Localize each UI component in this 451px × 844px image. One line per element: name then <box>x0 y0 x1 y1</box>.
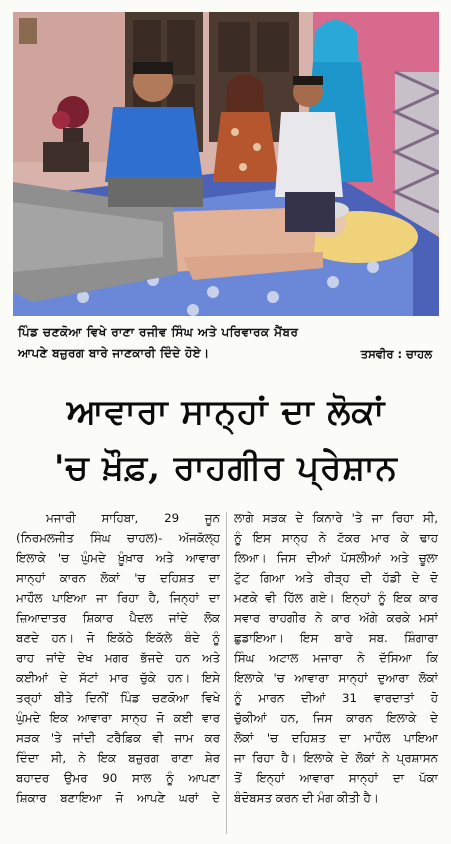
article-line: ਤਰ੍ਹਾਂ ਬੀਤੇ ਦਿਨੀਂ ਪਿੰਡ ਚਣਕੋਆ ਵਿਖੇ <box>16 691 220 705</box>
news-photo <box>13 12 439 316</box>
article-line: ਚੁੱਕੀਆਂ ਹਨ, ਜਿਸ ਕਾਰਨ ਇਲਾਕੇ ਦੇ <box>234 711 438 725</box>
article-line: ਮਾਹੌਲ ਪਾਇਆ ਜਾ ਰਿਹਾ ਹੈ, ਜਿਨ੍ਹਾਂ ਦਾ <box>16 591 220 605</box>
article-column-left <box>16 508 220 808</box>
article-line: ਸਵਾਰ ਰਾਹਗੀਰ ਨੇ ਕਾਰ ਅੱਗੇ ਕਰਕੇ ਮਸਾਂ <box>234 611 438 625</box>
article-line: ਨੂੰ ਮਾਰਨ ਦੀਆਂ 31 ਵਾਰਦਾਤਾਂ ਹੋ <box>234 691 438 705</box>
article-line: ਇਲਾਕੇ 'ਚ ਘੁੰਮਦੇ ਖ਼ੂੰਖ਼ਾਰ ਅਤੇ ਆਵਾਰਾ <box>16 551 220 565</box>
photo-caption <box>18 322 438 374</box>
article-line: ਦਿੰਦਾ ਸੀ, ਨੇ ਇਕ ਬਜ਼ੁਰਗ ਰਾਣਾ ਸ਼ੇਰ <box>16 751 220 765</box>
article-line: ਸਾਨ੍ਹਾਂ ਕਾਰਨ ਲੋਕਾਂ 'ਚ ਦਹਿਸ਼ਤ ਦਾ <box>16 571 220 585</box>
article-line: ਇਲਾਕੇ 'ਚ ਆਵਾਰਾ ਸਾਨ੍ਹਾਂ ਦੁਆਰਾ ਲੋਕਾਂ <box>234 671 438 685</box>
article-line: ਲਾਗੇ ਸੜਕ ਦੇ ਕਿਨਾਰੇ 'ਤੇ ਜਾ ਰਿਹਾ ਸੀ, <box>234 511 438 525</box>
article-line: ਜਾ ਰਿਹਾ ਹੈ। ਇਲਾਕੇ ਦੇ ਲੋਕਾਂ ਨੇ ਪ੍ਰਸ਼ਾਸਨ <box>234 751 438 765</box>
article-line: ਤੋਂ ਇਨ੍ਹਾਂ ਆਵਾਰਾ ਸਾਨ੍ਹਾਂ ਦਾ ਪੱਕਾ <box>234 771 438 785</box>
article-body <box>16 508 442 838</box>
photo-credit: ਤਸਵੀਰ : ਚਾਹਲ <box>360 347 432 361</box>
family-photo-illustration <box>13 12 439 316</box>
article-line: ਬਣਦੇ ਹਨ। ਜੋ ਇਕੱਠੇ ਇਕੱਲੇ ਬੰਦੇ ਨੂੰ <box>16 631 220 645</box>
caption-line-2: ਆਪਣੇ ਬਜ਼ੁਰਗ ਬਾਰੇ ਜਾਣਕਾਰੀ ਦਿੰਦੇ ਹੋਏ। <box>18 346 210 360</box>
headline-line-1: ਆਵਾਰਾ ਸਾਨ੍ਹਾਂ ਦਾ ਲੋਕਾਂ <box>66 392 386 432</box>
article-line: ਸੜਕ 'ਤੇ ਜਾਂਦੀ ਟਰੈਫ਼ਿਕ ਵੀ ਜਾਮ ਕਰ <box>16 731 220 745</box>
article-line: ਟੁੱਟ ਗਿਆ ਅਤੇ ਰੀੜ੍ਹ ਦੀ ਹੱਡੀ ਦੇ ਦੋ <box>234 571 438 585</box>
caption-line-1: ਪਿੰਡ ਚਣਕੋਆ ਵਿਖੇ ਰਾਣਾ ਰਜੀਵ ਸਿੰਘ ਅਤੇ ਪਰਿਵਾਰਕ ਮੈਂਬਰ <box>18 325 299 339</box>
article-line: ਕਈਆਂ ਦੇ ਸੱਟਾਂ ਮਾਰ ਚੁੱਕੇ ਹਨ। ਇਸੇ <box>16 671 220 685</box>
article-line: ਜ਼ਿਆਦਾਤਰ ਸ਼ਿਕਾਰ ਪੈਦਲ ਜਾਂਦੇ ਲੋਕ <box>16 611 220 625</box>
article-line: (ਨਿਰਮਲਜੀਤ ਸਿੰਘ ਚਾਹਲ)- ਅੱਜਕੱਲ੍ਹ <box>16 531 220 545</box>
article-line: ਲਿਆ। ਜਿਸ ਦੀਆਂ ਪੱਸਲੀਆਂ ਅਤੇ ਚੂਲਾ <box>234 551 438 565</box>
article-line: ਰਾਹ ਜਾਂਦੇ ਦੇਖ ਮਗਰ ਭੱਜਦੇ ਹਨ ਅਤੇ <box>16 651 220 665</box>
article-line: ਬੰਦੋਬਸਤ ਕਰਨ ਦੀ ਮੰਗ ਕੀਤੀ ਹੈ। <box>234 791 379 805</box>
headline <box>16 384 436 496</box>
article-line: ਸਿੰਘ ਅਟਾਲ ਮਜਾਰਾ ਨੇ ਦੱਸਿਆ ਕਿ <box>234 651 438 665</box>
article-line: ਨੂੰ ਇਸ ਸਾਨ੍ਹ ਨੇ ਟੱਕਰ ਮਾਰ ਕੇ ਢਾਹ <box>234 531 438 545</box>
article-line: ਮਜਾਰੀ ਸਾਹਿਬਾ, 29 ਜੂਨ <box>46 511 220 525</box>
headline-line-2: 'ਚ ਖ਼ੌਫ਼, ਰਾਹਗੀਰ ਪ੍ਰੇਸ਼ਾਨ <box>54 448 398 488</box>
article-line: ਛੁਡਾਇਆ। ਇਸ ਬਾਰੇ ਸਬ. ਸ਼ਿੰਗਾਰਾ <box>234 631 438 645</box>
article-column-right <box>234 508 438 808</box>
article-line: ਲੋਕਾਂ 'ਚ ਦਹਿਸ਼ਤ ਦਾ ਮਾਹੌਲ ਪਾਇਆ <box>234 731 438 745</box>
article-line: ਘੁੰਮਦੇ ਇਕ ਆਵਾਰਾ ਸਾਨ੍ਹ ਜੋ ਕਈ ਵਾਰ <box>16 711 220 725</box>
article-line: ਬਹਾਦਰ ਉਮਰ 90 ਸਾਲ ਨੂੰ ਆਪਣਾ <box>16 771 220 785</box>
column-divider <box>226 512 227 834</box>
article-line: ਮਣਕੇ ਵੀ ਹਿੱਲ ਗਏ। ਇਨ੍ਹਾਂ ਨੂੰ ਇਕ ਕਾਰ <box>234 591 438 605</box>
article-line: ਸ਼ਿਕਾਰ ਬਣਾਇਆ ਜੋ ਆਪਣੇ ਘਰਾਂ ਦੇ <box>16 791 220 805</box>
